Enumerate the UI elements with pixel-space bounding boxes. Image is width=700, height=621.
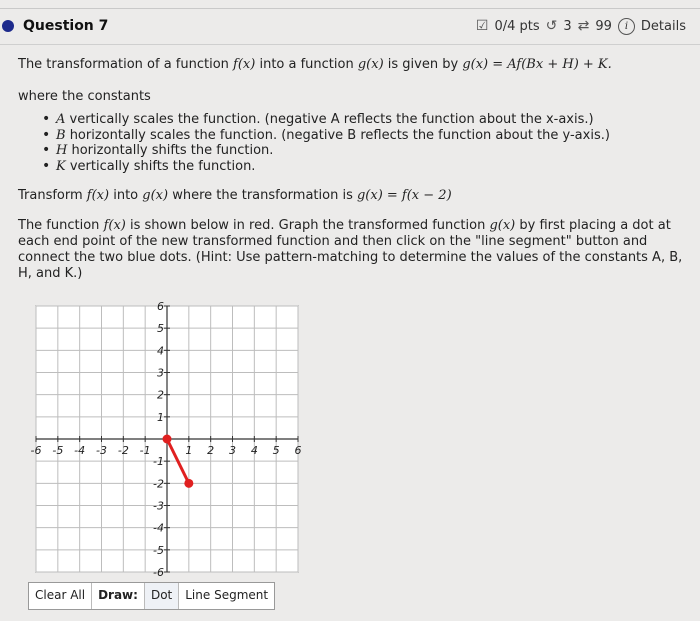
transform-prefix: Transform bbox=[18, 188, 87, 203]
intro-prefix: The transformation of a function bbox=[18, 57, 234, 72]
x-tick-label: -1 bbox=[139, 444, 151, 457]
transform-formula: g(x) = f(x − 2) bbox=[356, 188, 452, 203]
x-tick-label: 1 bbox=[185, 444, 193, 457]
desc-mid: is shown below in red. Graph the transformed function bbox=[125, 218, 490, 233]
attempts-count: 3 bbox=[563, 18, 572, 34]
submissions-count: 99 bbox=[595, 18, 612, 34]
transform-where: where the transformation is bbox=[168, 188, 357, 203]
intro-text bbox=[18, 57, 683, 73]
bullet-text: horizontally shifts the function. bbox=[67, 143, 274, 158]
intro-mid: into a function bbox=[255, 57, 358, 72]
bullet-text: vertically shifts the function. bbox=[65, 158, 256, 174]
list-item bbox=[56, 143, 683, 159]
question-meta bbox=[476, 18, 686, 35]
checkbox-icon: ☑ bbox=[475, 18, 489, 34]
x-tick-label: 5 bbox=[272, 444, 280, 457]
bullet-text: vertically scales the function. (negative A reflects the function about the x-axis.) bbox=[65, 112, 594, 127]
bullet-symbol: H bbox=[56, 143, 68, 158]
desc-rest: by first placing a dot at each end point of the new transformed function and then click on the "line segment" button and connect the two blue dots. (Hint: Use pattern-matching to determine the values of the constants A, B, H, and K.) bbox=[18, 218, 683, 281]
clear-all-button[interactable]: Clear All bbox=[29, 583, 92, 609]
y-tick-label: -4 bbox=[153, 521, 164, 535]
info-icon[interactable]: i bbox=[618, 18, 635, 35]
x-tick-label: 6 bbox=[294, 444, 302, 457]
intro-mid2: is given by bbox=[383, 57, 463, 72]
y-tick-label: -1 bbox=[153, 455, 164, 469]
transform-instruction bbox=[18, 188, 683, 204]
transform-g: g(x) bbox=[142, 188, 169, 203]
question-title: Question 7 bbox=[23, 18, 109, 34]
graph-toolbar bbox=[28, 582, 275, 610]
question-header bbox=[0, 10, 700, 42]
list-item bbox=[56, 159, 683, 175]
graph-canvas[interactable] bbox=[28, 302, 306, 578]
dot-button[interactable]: Dot bbox=[145, 583, 179, 609]
intro-g: g(x) bbox=[357, 57, 384, 72]
y-tick-label: 4 bbox=[157, 344, 164, 358]
list-item bbox=[56, 128, 683, 144]
bullet-text: horizontally scales the function. (negative B reflects the function about the y-axis.) bbox=[65, 127, 610, 143]
y-tick-label: -2 bbox=[153, 477, 164, 491]
x-tick-label: -2 bbox=[117, 444, 129, 457]
y-tick-label: -3 bbox=[153, 499, 164, 513]
line-segment-button[interactable]: Line Segment bbox=[185, 588, 269, 602]
x-tick-label: -6 bbox=[30, 444, 42, 457]
where-text: where the constants bbox=[18, 89, 151, 104]
submissions-icon: ⇄ bbox=[577, 18, 590, 34]
y-tick-label: 3 bbox=[157, 366, 164, 380]
x-tick-label: 4 bbox=[250, 444, 258, 457]
bullet-symbol: B bbox=[56, 127, 66, 143]
desc-f: f(x) bbox=[103, 218, 126, 233]
top-divider bbox=[0, 8, 700, 9]
constants-list bbox=[18, 112, 683, 174]
intro-formula: g(x) = Af(Bx + H) + K. bbox=[462, 57, 612, 72]
intro-f: f(x) bbox=[233, 57, 256, 72]
transform-f: f(x) bbox=[86, 188, 110, 203]
desc-prefix: The function bbox=[18, 218, 104, 233]
y-tick-label: 6 bbox=[157, 302, 164, 313]
x-tick-label: 2 bbox=[207, 444, 215, 457]
question-status-dot bbox=[2, 20, 14, 32]
series-point bbox=[184, 479, 193, 488]
bullet-symbol: K bbox=[56, 158, 66, 174]
y-tick-label: 5 bbox=[157, 322, 164, 336]
series-point bbox=[163, 435, 172, 444]
x-tick-label: -4 bbox=[74, 444, 86, 457]
x-tick-label: 3 bbox=[229, 444, 236, 457]
draw-label: Draw: bbox=[92, 583, 145, 609]
y-tick-label: -6 bbox=[153, 566, 164, 578]
details-link[interactable]: Details bbox=[640, 18, 686, 34]
x-tick-label: -5 bbox=[52, 444, 64, 457]
list-item bbox=[56, 112, 683, 128]
y-tick-label: 1 bbox=[157, 410, 164, 424]
desc-g: g(x) bbox=[489, 218, 516, 233]
y-tick-label: -5 bbox=[153, 543, 164, 557]
y-tick-label: 2 bbox=[157, 388, 164, 402]
header-divider bbox=[0, 44, 700, 45]
retry-icon: ↺ bbox=[545, 18, 558, 34]
graph-instructions bbox=[18, 218, 683, 282]
question-body bbox=[18, 55, 683, 282]
points-text: 0/4 pts bbox=[494, 18, 540, 34]
transform-into: into bbox=[109, 188, 143, 203]
x-tick-label: -3 bbox=[96, 444, 107, 457]
graph-area[interactable] bbox=[28, 302, 306, 582]
bullet-symbol: A bbox=[56, 112, 66, 127]
